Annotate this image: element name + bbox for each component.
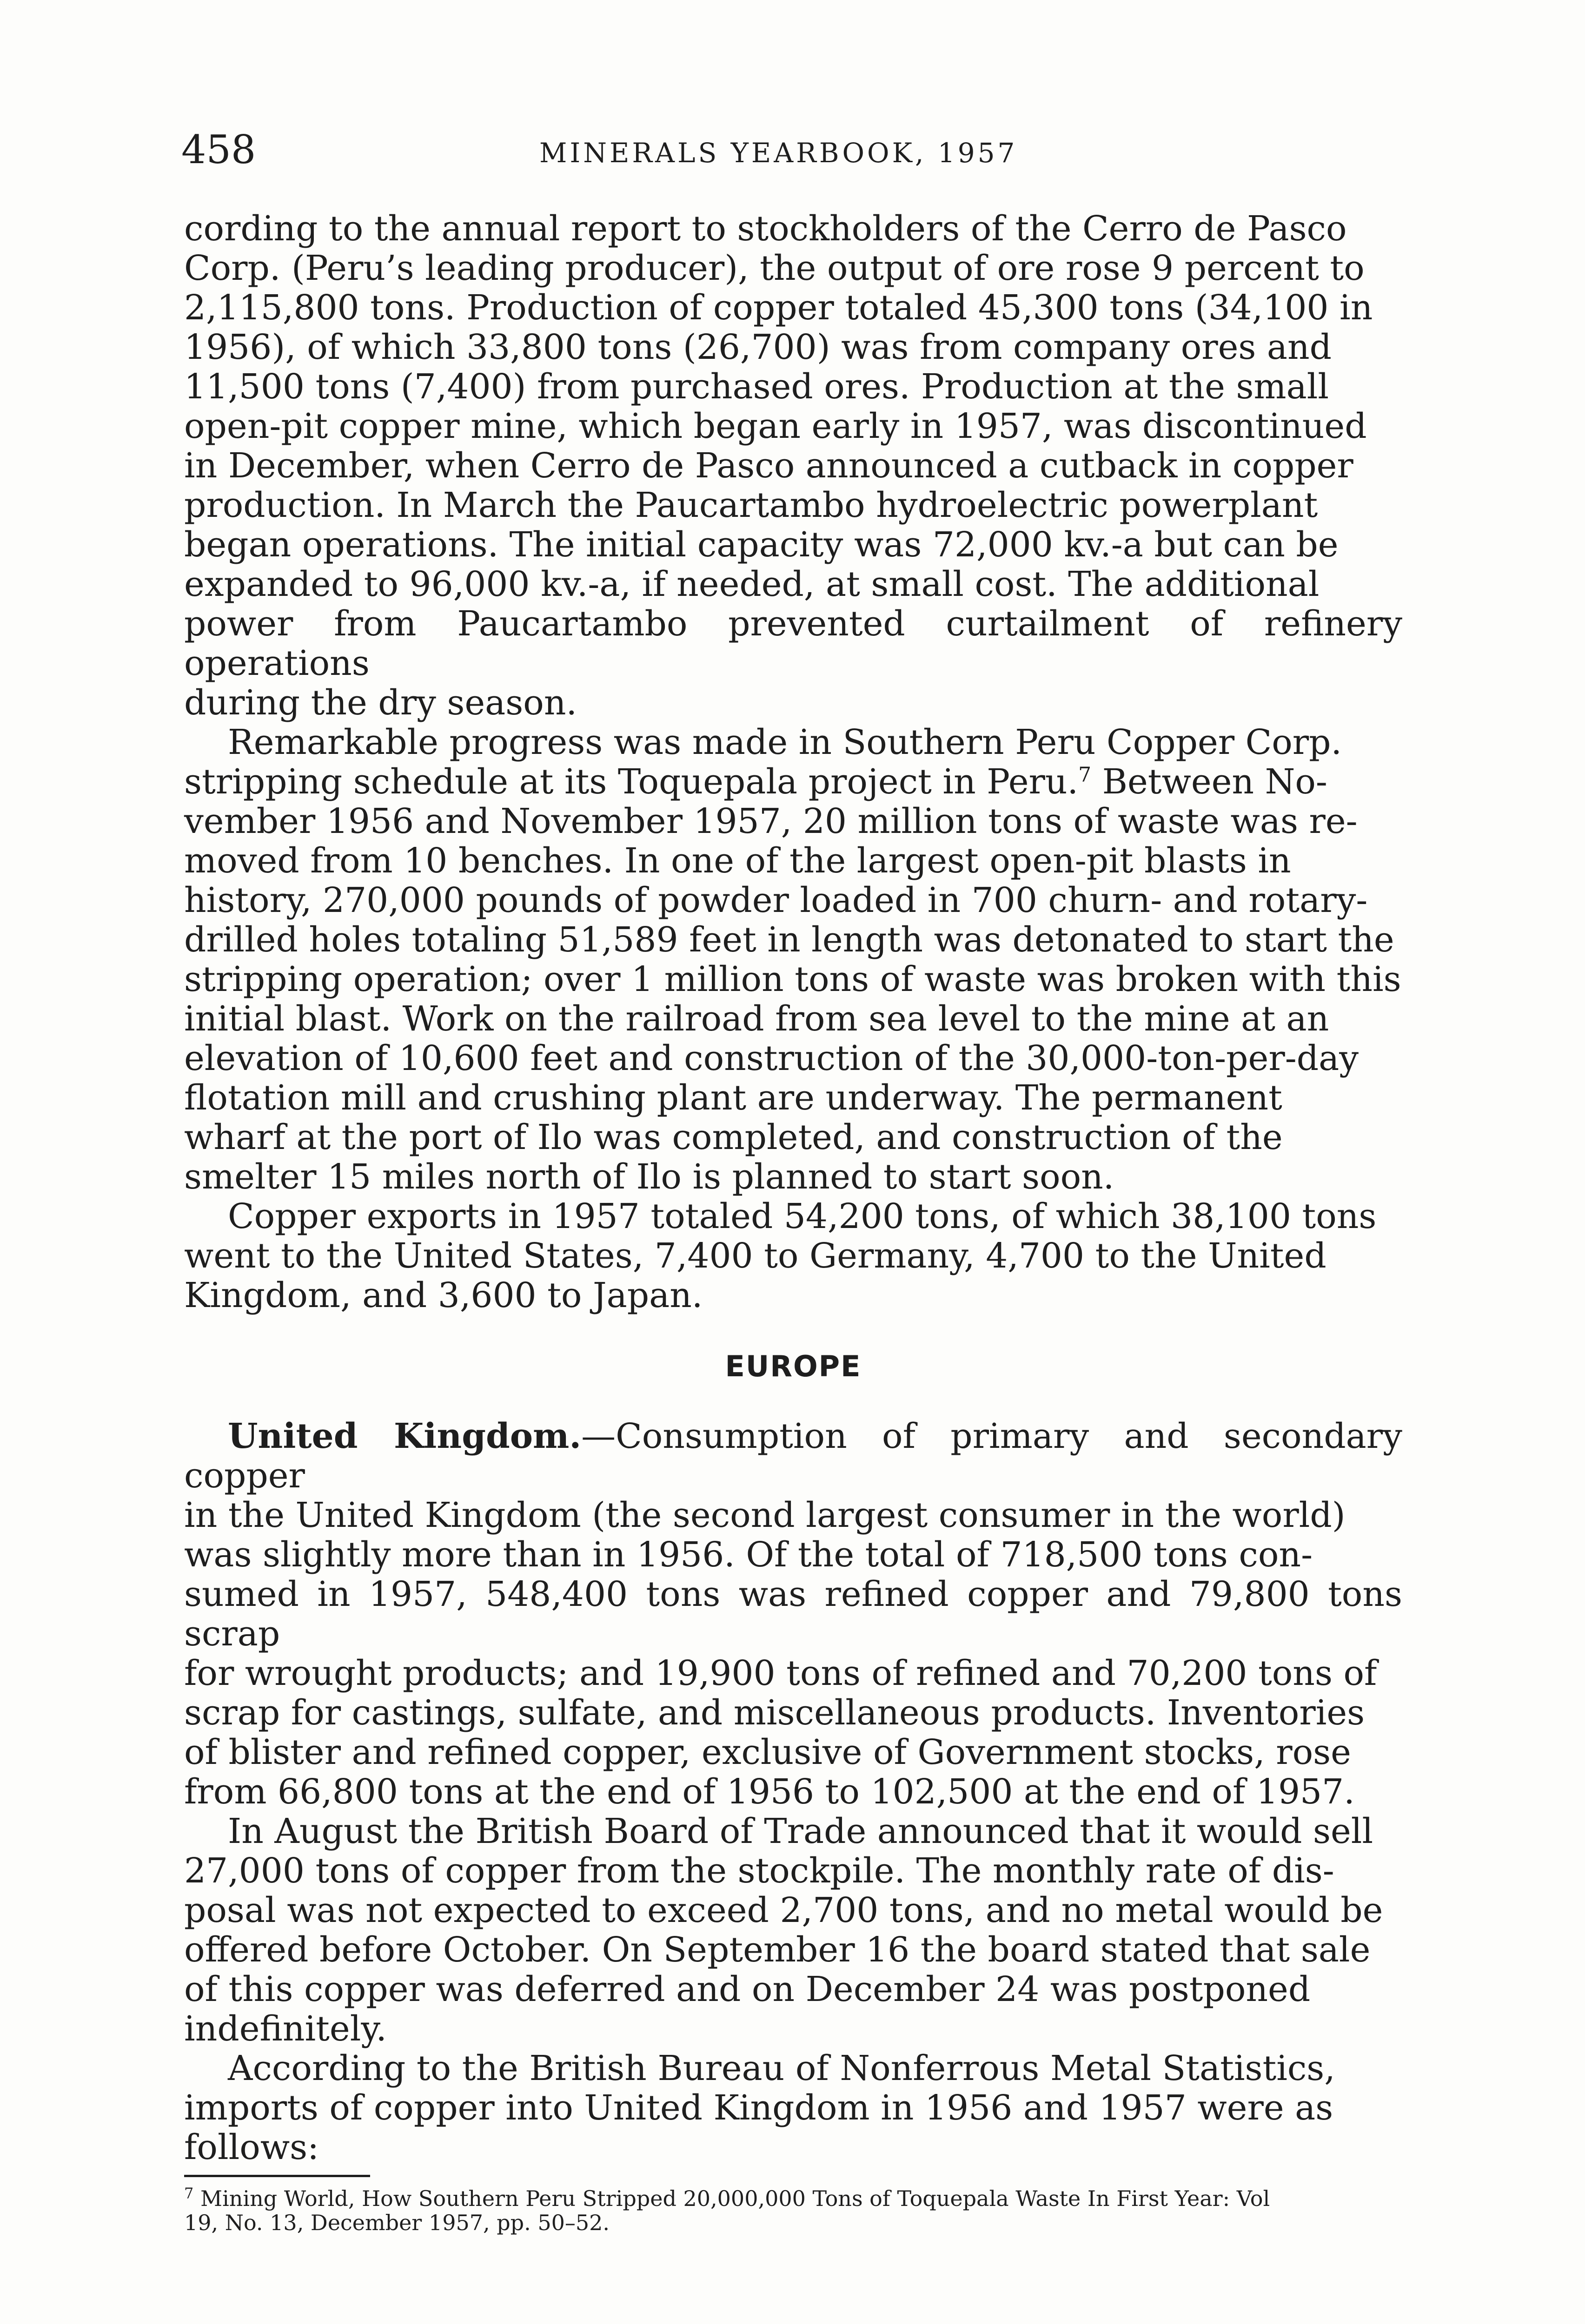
paragraph-toquepala-text-a: Remarkable progress was made in Southern Peru Copper Corp. stripping schedule at its Toquepala project in Peru. xyxy=(184,722,1342,802)
body-text xyxy=(184,209,1402,2235)
paragraph-united-kingdom-text: —Consumption of primary and secondary copper in the United Kingdom (the second largest consumer in the world) was slightly more than in 1956. Of the total of 718,500 tons con- sumed in 1957, 548,400 tons was refined copper and 79,800 tons scrap for wrought products; and 19,900 tons of refined and 70,200 tons of scrap for castings, sulfate, and miscellaneous products. Inventories of blister and refined copper, exclusive of Government stocks, rose from 66,800 tons at the end of 1956 to 102,500 at the end of 1957. xyxy=(184,1416,1402,1812)
footnote xyxy=(184,2186,1402,2235)
paragraph-cerro-de-pasco: cording to the annual report to stockholders of the Cerro de Pasco Corp. (Peru’s leading producer), the output of ore rose 9 percent to 2,115,800 tons. Production of copper totaled 45,300 tons (34,100 in 1956), of which 33,800 tons (26,700) was from company ores and 11,500 tons (7,400) from purchased ores. Production at the small open-pit copper mine, which began early in 1957, was discontinued in December, when Cerro de Pasco announced a cutback in copper production. In March the Paucartambo hydroelectric powerplant began operations. The initial capacity was 72,000 kv.-a but can be expanded to 96,000 kv.-a, if needed, at small cost. The additional power from Paucartambo prevented curtailment of refinery operations during the dry season. xyxy=(184,209,1402,723)
paragraph-united-kingdom xyxy=(184,1417,1402,1812)
page-number: 458 xyxy=(181,127,256,172)
paragraph-imports-intro: According to the British Bureau of Nonferrous Metal Statistics, imports of copper into United Kingdom in 1956 and 1957 were as follows: xyxy=(184,2048,1335,2167)
page-header xyxy=(181,126,1404,178)
paragraph-board-of-trade: In August the British Board of Trade announced that it would sell 27,000 tons of copper from the stockpile. The monthly rate of dis- posal was not expected to exceed 2,700 tons, and no metal would be offered before October. On September 16 the board stated that sale of this copper was deferred and on December 24 was postponed indefinitely. xyxy=(184,1811,1383,2049)
footnote-divider xyxy=(184,2175,370,2177)
footnote-text: Mining World, How Southern Peru Stripped 20,000,000 Tons of Toquepala Waste In First Year: Vol 19, No. 13, December 1957, pp. 50–52. xyxy=(184,2186,1270,2235)
paragraph-toquepala-text-b: Between No- vember 1956 and November 1957, 20 million tons of waste was re- moved from 10 benches. In one of the largest open-pit blasts in history, 270,000 pounds of powder loaded in 700 churn- and rotary- drilled holes totaling 51,589 feet in length was detonated to start the stripping operation; over 1 million tons of waste was broken with this initial blast. Work on the railroad from sea level to the mine at an elevation of 10,600 feet and construction of the 30,000-ton-per-day flotation mill and crushing plant are underway. The permanent wharf at the port of Ilo was completed, and construction of the smelter 15 miles north of Ilo is planned to start soon. xyxy=(184,762,1401,1197)
running-title: MINERALS YEARBOOK, 1957 xyxy=(539,137,1018,169)
footnote-marker: 7 xyxy=(184,2184,194,2202)
run-in-heading-united-kingdom: United Kingdom. xyxy=(228,1416,582,1456)
section-heading-europe: EUROPE xyxy=(725,1349,862,1383)
footnote-reference: 7 xyxy=(1078,763,1092,787)
paragraph-toquepala xyxy=(184,723,1402,1197)
paragraph-copper-exports: Copper exports in 1957 totaled 54,200 tons, of which 38,100 tons went to the United States, 7,400 to Germany, 4,700 to the United Kingdom, and 3,600 to Japan. xyxy=(184,1196,1377,1315)
